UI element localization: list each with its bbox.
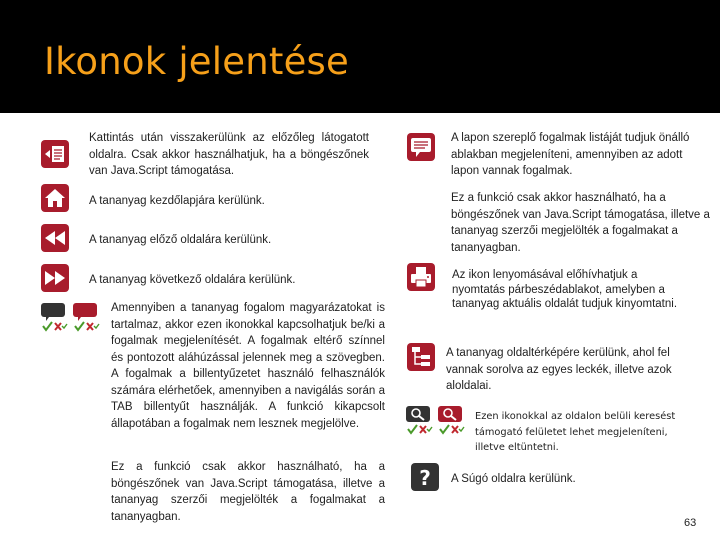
search-toggle-description: Ezen ikonokkal az oldalon belüli keresést támogató felületet lehet megjeleníteni, illetve eltüntetni. xyxy=(475,411,676,453)
home-icon[interactable] xyxy=(41,184,69,212)
title-bar xyxy=(0,0,720,113)
glossary-note: Ez a funkció csak akkor használható, ha a böngészőnek van Java.Script támogatása, illetve a tananyag szerzői megjelölték a fogalmakat a tananyagban. xyxy=(111,461,385,523)
print-icon[interactable] xyxy=(407,263,435,291)
page-title: Ikonok jelentése xyxy=(44,40,349,83)
back-description: Kattintás után visszakerülünk az előzőleg látogatott oldalra. Csak akkor használhatjuk, ha a böngészőnek van Java.Script támogatása. xyxy=(89,132,369,177)
search-toggle-icon[interactable] xyxy=(405,405,465,437)
previous-icon[interactable] xyxy=(41,224,69,252)
previous-description: A tananyag előző oldalára kerülünk. xyxy=(89,234,272,246)
print-description: Az ikon lenyomásával előhívhatjuk a nyomtatás párbeszédablakot, amelyben a tananyag aktuális oldalát tudjuk kinyomtatni. xyxy=(452,269,678,310)
page-back-icon[interactable] xyxy=(41,140,69,168)
next-description: A tananyag következő oldalára kerülünk. xyxy=(89,274,296,286)
home-description: A tananyag kezdőlapjára kerülünk. xyxy=(89,195,265,207)
page-number: 63 xyxy=(684,517,697,529)
sitemap-icon[interactable] xyxy=(407,343,435,371)
glossary-list-icon[interactable] xyxy=(407,133,435,161)
next-icon[interactable] xyxy=(41,264,69,292)
glossary-list-note: Ez a funkció csak akkor használható, ha a böngészőnek van Java.Script támogatása, illetve a tananyag szerzői megjelölték a fogalmakat a tananyagban. xyxy=(451,192,710,254)
help-description: A Súgó oldalra kerülünk. xyxy=(451,473,576,485)
sitemap-description: A tananyag oldaltérképére kerülünk, ahol fel vannak sorolva az egyes leckék, illetve azok aloldalai. xyxy=(446,347,672,392)
help-icon[interactable] xyxy=(411,463,439,491)
glossary-toggle-icon[interactable] xyxy=(40,302,100,334)
glossary-description: Amennyiben a tananyag fogalom magyarázatokat is tartalmaz, akkor ezen ikonokkal kapcsolhatjuk be/ki a fogalmak megjelenítését. A fogalmak eltérő színnel és pontozott aláhúzással jelennek meg a szövegben. A fogalmak a billentyűzetet használó felhasználók számára elérhetőek, amennyiben a navigálás során a TAB billentyűt használják. A funkció kikapcsolt állapotában a fogalmak nem lesznek megjelölve. xyxy=(111,302,385,430)
glossary-list-description: A lapon szereplő fogalmak listáját tudjuk önálló ablakban megjeleníteni, amennyiben az adott lapon vannak fogalmak. xyxy=(451,132,690,177)
svg-text:?: ? xyxy=(419,466,431,490)
